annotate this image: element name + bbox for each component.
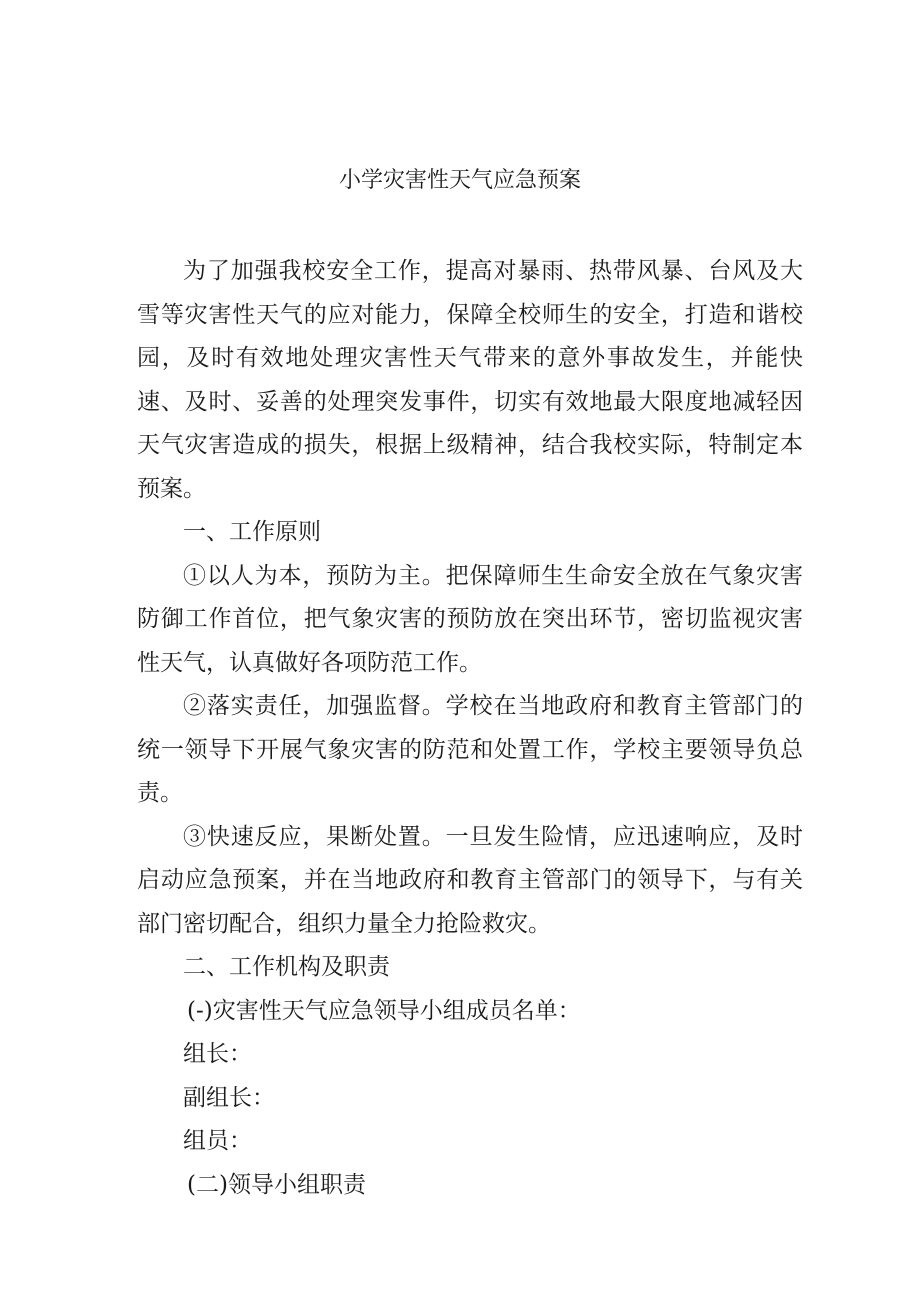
- subsection-heading-member-list: (-)灾害性天气应急领导小组成员名单：: [187, 997, 581, 1024]
- intro-paragraph: 为了加强我校安全工作，提高对暴雨、热带风暴、台风及大雪等灾害性天气的应对能力，保障全校师生的安全，打造和谐校园，及时有效地处理灾害性天气带来的意外事故发生，并能快速、及时、妥善的处理突发事件，切实有效地最大限度地减轻因天气灾害造成的损失，根据上级精神，结合我校实际，特制定本预案。: [137, 258, 803, 502]
- principle-paragraph-1: ①以人为本，预防为主。把保障师生生命安全放在气象灾害防御工作首位，把气象灾害的预防放在突出环节，密切监视灾害性天气，认真做好各项防范工作。: [137, 562, 803, 676]
- document-title: 小学灾害性天气应急预案: [338, 168, 581, 193]
- section-heading-principles: 一、工作原则: [183, 519, 321, 545]
- principle-paragraph-2: ②落实责任，加强监督。学校在当地政府和教育主管部门的统一领导下开展气象灾害的防范和处置工作，学校主要领导负总责。: [137, 693, 803, 806]
- section-heading-organization: 二、工作机构及职责: [183, 954, 390, 980]
- member-label: 组员：: [183, 1128, 252, 1154]
- deputy-leader-label: 副组长：: [183, 1084, 275, 1111]
- leader-label: 组长：: [183, 1041, 252, 1067]
- principle-paragraph-3: ③快速反应，果断处置。一旦发生险情，应迅速响应，及时启动应急预案，并在当地政府和教育主管部门的领导下，与有关部门密切配合，组织力量全力抢险救灾。: [137, 823, 803, 937]
- subsection-heading-duties: (二)领导小组职责: [187, 1171, 366, 1198]
- document-body: [137, 250, 803, 1207]
